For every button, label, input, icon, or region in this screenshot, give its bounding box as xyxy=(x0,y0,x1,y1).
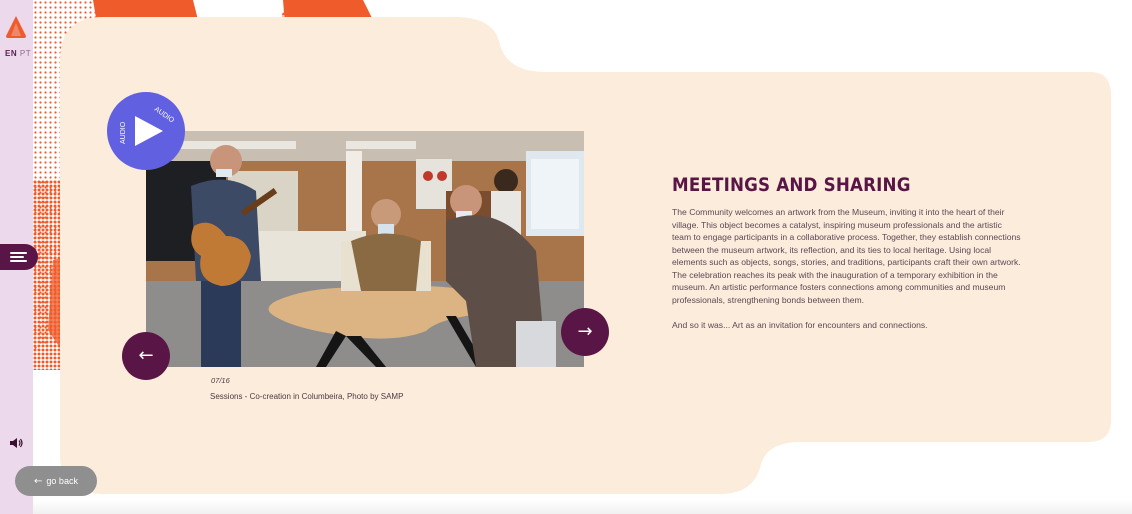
arrow-right-icon: → xyxy=(577,321,593,342)
triangle-logo-icon[interactable] xyxy=(6,16,26,38)
arrow-left-icon: ← xyxy=(138,345,154,366)
previous-slide-button[interactable] xyxy=(122,332,170,380)
hamburger-menu-icon xyxy=(10,252,27,254)
go-back-button[interactable] xyxy=(15,466,97,496)
go-back-label: go back xyxy=(46,476,78,486)
lang-pt[interactable]: PT xyxy=(19,49,32,58)
section-title: MEETINGS AND SHARING xyxy=(672,174,911,196)
play-icon xyxy=(135,116,163,146)
next-slide-button[interactable] xyxy=(561,308,609,356)
audio-label-top: AUDIO xyxy=(152,105,176,125)
audio-play-button[interactable] xyxy=(107,92,185,170)
body-paragraph-1: The Community welcomes an artwork from the Museum, inviting it into the heart of their village. This object becomes a catalyst, inspiring museum professionals and the artistic team to engage participants in a collaborative process. Together, they establish connections between the museum artwork, its reflection, and its ties to local heritage. Using local elements such as objects, songs, stories, and traditions, participants craft their own artwork. The celebration reaches its peak with the inauguration of a temporary exhibition in the museum. An artistic performance fosters connections among communities and museum professionals, strengthening bonds between them. xyxy=(672,207,1021,305)
audio-label-left: AUDIO xyxy=(120,121,127,144)
slide-counter: 07/16 xyxy=(211,376,230,385)
speaker-icon[interactable] xyxy=(9,437,23,449)
photo-caption: Sessions - Co-creation in Columbeira, Photo by SAMP xyxy=(210,392,404,401)
lang-en[interactable]: EN xyxy=(5,49,18,58)
section-body xyxy=(672,206,1022,331)
content-text xyxy=(672,174,1022,331)
language-switcher xyxy=(5,49,31,58)
body-paragraph-2: And so it was... Art as an invitation for encounters and connections. xyxy=(672,319,928,330)
menu-button[interactable] xyxy=(0,244,38,270)
arrow-left-icon: ← xyxy=(34,475,43,487)
gallery-photo xyxy=(146,131,584,367)
